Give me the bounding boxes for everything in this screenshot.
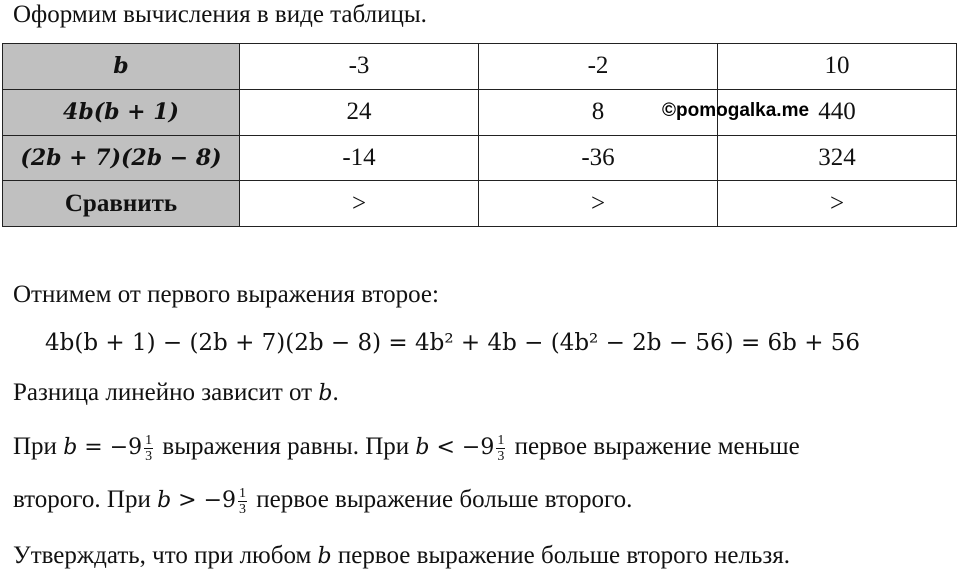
equality-text: При b = −9 $\frac{1}{3}$ выражения равны. При b < −9 $\frac{1}{3}$ первое выражение меньше xyxy=(13,432,800,464)
calculation-table xyxy=(2,43,957,227)
table-cell: > xyxy=(718,181,957,227)
table-cell: 324 xyxy=(718,135,957,181)
table-row xyxy=(3,44,957,90)
table-cell: 10 xyxy=(718,44,957,90)
table-cell: 440 xyxy=(718,89,957,135)
row-header-second-expression: (2b + 7)(2b − 8) xyxy=(3,135,240,181)
fraction-one-third: $\frac{1}{3}$ xyxy=(239,485,247,517)
table-cell: 24 xyxy=(240,89,479,135)
table-cell: -3 xyxy=(240,44,479,90)
linear-dependence-text: Разница линейно зависит от b. xyxy=(13,379,339,406)
variable-b: b xyxy=(318,381,333,406)
table-cell: > xyxy=(240,181,479,227)
watermark: ©pomogalka.me xyxy=(662,100,810,121)
fraction-one-third: $\frac{1}{3}$ xyxy=(145,432,153,464)
variable-b: b xyxy=(63,435,78,460)
variable-b: b xyxy=(415,435,430,460)
table-cell: > xyxy=(479,181,718,227)
table-cell: -2 xyxy=(479,44,718,90)
row-header-compare: Сравнить xyxy=(3,181,240,227)
greater-text: второго. При b > −9 $\frac{1}{3}$ первое выражение больше второго. xyxy=(13,485,633,517)
variable-b: b xyxy=(317,544,332,569)
table-row xyxy=(3,181,957,227)
table-row xyxy=(3,135,957,181)
subtract-label: Отнимем от первого выражения второе: xyxy=(13,281,439,308)
intro-text: Оформим вычисления в виде таблицы. xyxy=(13,1,427,28)
difference-equation: 4b(b + 1) − (2b + 7)(2b − 8) = 4b² + 4b − (4b² − 2b − 56) = 6b + 56 xyxy=(45,330,861,356)
conclusion-text: Утверждать, что при любом b первое выражение больше второго нельзя. xyxy=(13,542,790,569)
table-cell: -36 xyxy=(479,135,718,181)
variable-b: b xyxy=(157,488,172,513)
row-header-first-expression: 4b(b + 1) xyxy=(3,89,240,135)
table-cell: 8 xyxy=(479,89,718,135)
row-header-b: b xyxy=(3,44,240,90)
table-row xyxy=(3,89,957,135)
fraction-one-third: $\frac{1}{3}$ xyxy=(497,432,505,464)
table-cell: -14 xyxy=(240,135,479,181)
